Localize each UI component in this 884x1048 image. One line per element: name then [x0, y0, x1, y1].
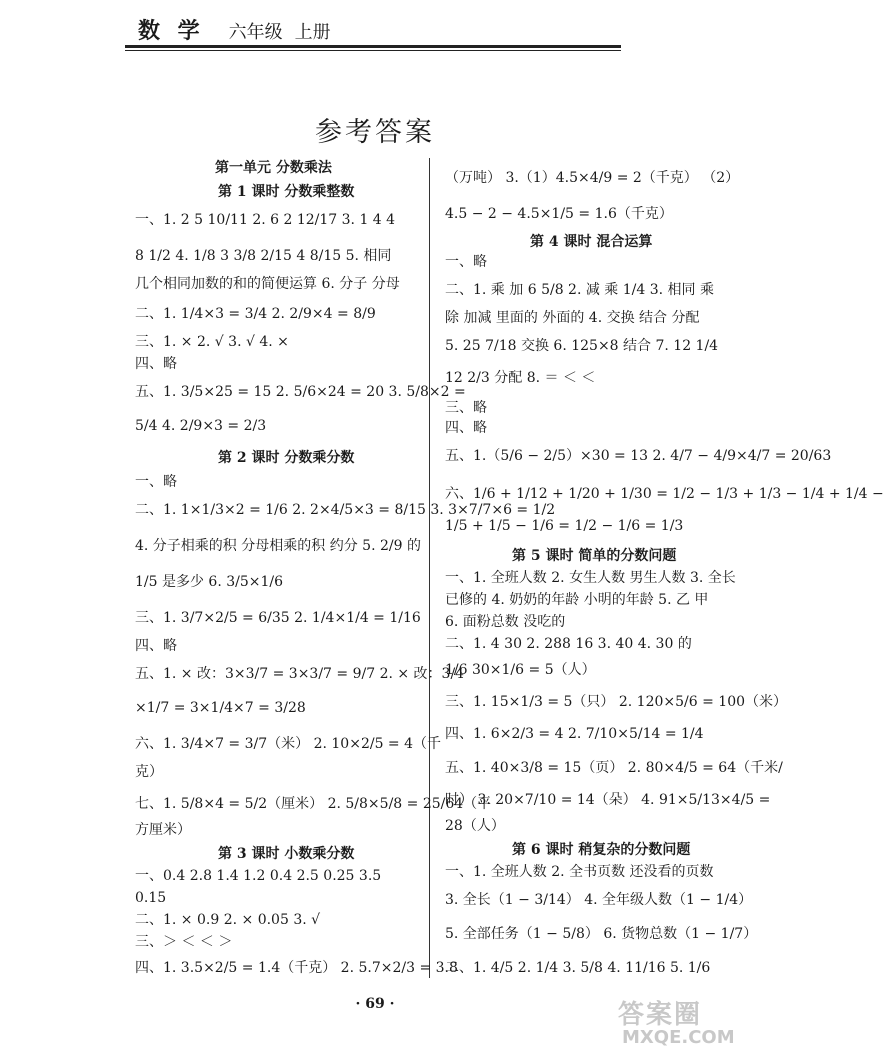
answer-line: 3. 全长（1 − 3/14） 4. 全年级人数（1 − 1/4）	[445, 892, 753, 908]
answer-line: 二、1. × 0.9 2. × 0.05 3. √	[135, 912, 321, 928]
answer-line: 二、1. 4/5 2. 1/4 3. 5/8 4. 11/16 5. 1/6	[445, 960, 711, 976]
answer-line: 二、1. 乘 加 6 5/8 2. 减 乘 1/4 3. 相同 乘	[445, 282, 714, 298]
lesson-heading: 第 3 课时 小数乘分数	[218, 846, 355, 862]
answer-line: 四、1. 3.5×2/5 = 1.4（千克） 2. 5.7×2/3 = 3.8	[135, 960, 458, 976]
answer-line: ×1/7 = 3×1/4×7 = 3/28	[135, 700, 306, 716]
answer-line: 一、1. 全班人数 2. 全书页数 还没看的页数	[445, 864, 714, 880]
answer-line: 除 加减 里面的 外面的 4. 交换 结合 分配	[445, 310, 700, 326]
watermark-logo	[618, 994, 735, 1048]
answer-line: （万吨） 3.（1）4.5×4/9 = 2（千克） （2）	[445, 170, 740, 186]
page-number: · 69 ·	[355, 996, 395, 1012]
unit-heading: 第一单元 分数乘法	[215, 160, 332, 176]
answer-line: 四、略	[135, 356, 177, 372]
answer-line: 5. 25 7/18 交换 6. 125×8 结合 7. 12 1/4	[445, 338, 719, 354]
answer-line: 0.15	[135, 890, 167, 906]
answer-line: 5. 全部任务（1 − 5/8） 6. 货物总数（1 − 1/7）	[445, 926, 758, 942]
answer-line: 三、1. 3/7×2/5 = 6/35 2. 1/4×1/4 = 1/16	[135, 610, 421, 626]
page-title: 参考答案	[315, 117, 435, 148]
answer-line: 方厘米）	[135, 822, 191, 838]
header-rule-thick	[125, 45, 621, 48]
watermark-url: MXQE.COM	[622, 1027, 735, 1048]
answer-line: 四、1. 6×2/3 = 4 2. 7/10×5/14 = 1/4	[445, 726, 704, 742]
answer-line: 五、1.（5/6 − 2/5）×30 = 13 2. 4/7 − 4/9×4/7 = 20/63	[445, 448, 832, 464]
lesson-heading: 第 6 课时 稍复杂的分数问题	[512, 842, 691, 858]
answer-line: 5/4 4. 2/9×3 = 2/3	[135, 418, 267, 434]
lesson-heading: 第 5 课时 简单的分数问题	[512, 548, 677, 564]
answer-line: 三、＞ ＜ ＜ ＞	[135, 934, 233, 950]
answer-line: 6. 面粉总数 没吃的	[445, 614, 566, 630]
answer-line: 1/5 是多少 6. 3/5×1/6	[135, 574, 284, 590]
answer-line: 二、1. 1×1/3×2 = 1/6 2. 2×4/5×3 = 8/15 3. 3×7/7×6 = 1/2	[135, 502, 556, 518]
answer-line: 8 1/2 4. 1/8 3 3/8 2/15 4 8/15 5. 相同	[135, 248, 392, 264]
answer-line: 4. 分子相乘的积 分母相乘的积 约分 5. 2/9 的	[135, 538, 421, 554]
answer-line: 1/6 30×1/6 = 5（人）	[445, 662, 596, 678]
answer-line: 一、0.4 2.8 1.4 1.2 0.4 2.5 0.25 3.5	[135, 868, 382, 884]
answer-line: 四、略	[445, 420, 487, 436]
answer-line: 克）	[135, 764, 163, 780]
running-header	[138, 14, 331, 45]
answer-line: 四、略	[135, 638, 177, 654]
answer-line: 已修的 4. 奶奶的年龄 小明的年龄 5. 乙 甲	[445, 592, 709, 608]
answer-line: 几个相同加数的和的简便运算 6. 分子 分母	[135, 276, 400, 292]
column-divider	[429, 158, 430, 978]
answer-line: 4.5 − 2 − 4.5×1/5 = 1.6（千克）	[445, 206, 673, 222]
answer-line: 七、1. 5/8×4 = 5/2（厘米） 2. 5/8×5/8 = 25/64（平	[135, 796, 492, 812]
answer-line: 五、1. × 改：3×3/7 = 3×3/7 = 9/7 2. × 改：3/4	[135, 666, 465, 682]
answer-line: 一、略	[445, 254, 487, 270]
answer-line: 1/5 + 1/5 − 1/6 = 1/2 − 1/6 = 1/3	[445, 518, 684, 534]
lesson-heading: 第 2 课时 分数乘分数	[218, 450, 355, 466]
subject: 数 学	[138, 18, 205, 44]
answer-line: 一、略	[135, 474, 177, 490]
answer-line: 一、1. 全班人数 2. 女生人数 男生人数 3. 全长	[445, 570, 736, 586]
volume: 上册	[294, 22, 331, 43]
header-rule-thin	[125, 50, 621, 51]
answer-line: 五、1. 40×3/8 = 15（页） 2. 80×4/5 = 64（千米/	[445, 760, 783, 776]
answer-line: 时） 3. 20×7/10 = 14（朵） 4. 91×5/13×4/5 =	[445, 792, 771, 808]
lesson-heading: 第 4 课时 混合运算	[530, 234, 653, 250]
answer-line: 二、1. 1/4×3 = 3/4 2. 2/9×4 = 8/9	[135, 306, 376, 322]
answer-line: 三、1. 15×1/3 = 5（只） 2. 120×5/6 = 100（米）	[445, 694, 788, 710]
answer-line: 二、1. 4 30 2. 288 16 3. 40 4. 30 的	[445, 636, 692, 652]
watermark-text: 答案圈	[618, 1000, 703, 1030]
answer-line: 28（人）	[445, 818, 505, 834]
answer-line: 一、1. 2 5 10/11 2. 6 2 12/17 3. 1 4 4	[135, 212, 396, 228]
lesson-heading: 第 1 课时 分数乘整数	[218, 184, 355, 200]
answer-line: 三、略	[445, 400, 487, 416]
answer-line: 六、1. 3/4×7 = 3/7（米） 2. 10×2/5 = 4（千	[135, 736, 442, 752]
answer-line: 五、1. 3/5×25 = 15 2. 5/6×24 = 20 3. 5/8×2 =	[135, 384, 466, 400]
answer-line: 三、1. × 2. √ 3. √ 4. ×	[135, 334, 289, 350]
grade: 六年级	[228, 22, 283, 43]
answer-line: 六、1/6 + 1/12 + 1/20 + 1/30 = 1/2 − 1/3 + 1/3 − 1/4 + 1/4 −	[445, 486, 884, 502]
answer-line: 12 2/3 分配 8. ＝ ＜ ＜	[445, 370, 596, 386]
